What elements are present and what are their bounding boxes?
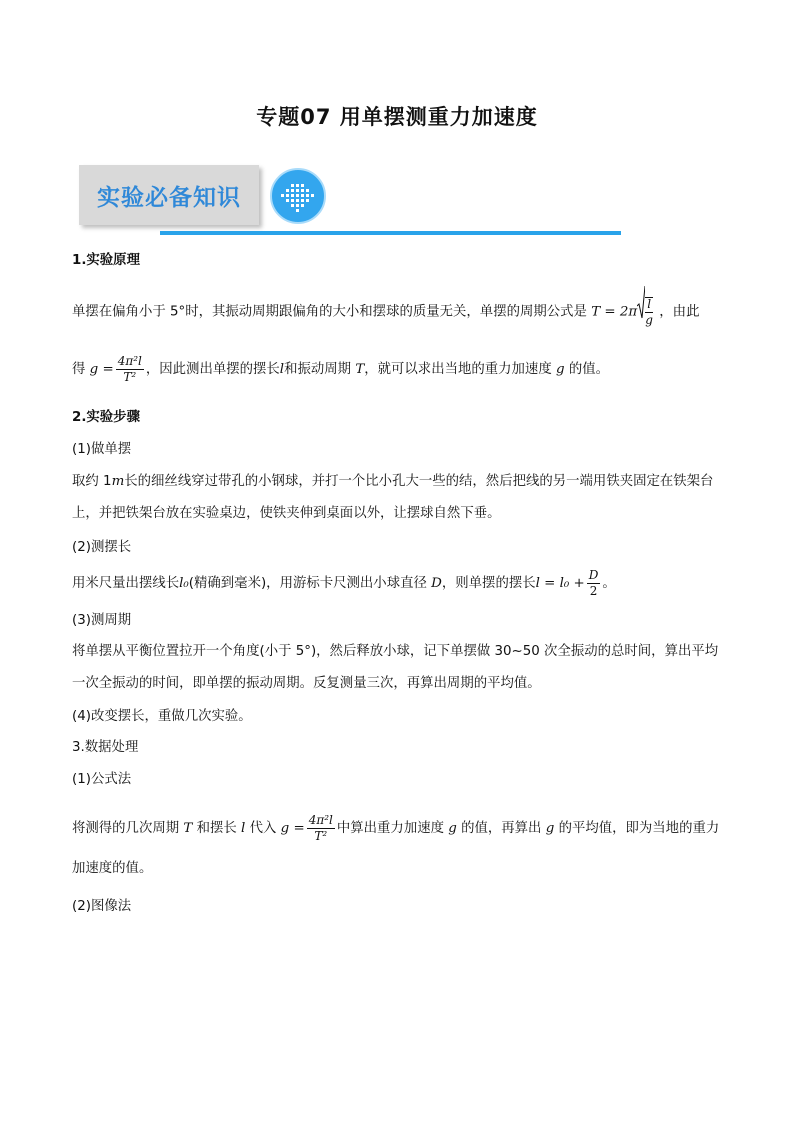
section-heading: 3.数据处理 bbox=[72, 740, 139, 755]
section-heading: 2.实验步骤 bbox=[72, 410, 140, 425]
step-title: (3)测周期 bbox=[72, 613, 132, 628]
paragraph: 得 g = $\frac{\text{4π²l}}{\text{T²}}$ ，因此测出单摆的摆长l和振动周期 T，就可以求出当地的重力加速度 g 的值。 bbox=[72, 353, 609, 384]
sqrt-symbol bbox=[637, 286, 645, 337]
step-title: (1)公式法 bbox=[72, 772, 132, 787]
paragraph: 用米尺量出摆线长l₀(精确到毫米)，用游标卡尺测出小球直径 D，则单摆的摆长l = l₀ + $\frac{D}{2}$ 。 bbox=[72, 567, 616, 598]
grid-dots-icon bbox=[270, 168, 326, 224]
section-banner bbox=[79, 165, 639, 239]
banner-label: 实验必备知识 bbox=[79, 165, 259, 225]
paragraph: 取约 1m长的细丝线穿过带孔的小钢球，并打一个比小孔大一些的结，然后把线的另一端用铁夹固定在铁架台上，并把铁架台放在实验桌边，使铁夹伸到桌面以外，让摆球自然下垂。 bbox=[72, 474, 714, 521]
section-heading: 1.实验原理 bbox=[72, 253, 140, 268]
wrapping-text: 的平均值，即为当地的重力加速度的值。 bbox=[72, 821, 720, 876]
formula-period: T = 2π bbox=[591, 304, 638, 320]
paragraph: 单摆在偏角小于 5°时，其振动周期跟偏角的大小和摆球的质量无关，单摆的周期公式是 T = 2π $\frac{l}{g}$ ，由此 bbox=[72, 286, 722, 337]
step-title: (4)改变摆长，重做几次实验。 bbox=[72, 709, 252, 724]
paragraph: 将单摆从平衡位置拉开一个角度(小于 5°)，然后释放小球，记下单摆做 30~50 次全振动的总时间，算出平均一次全振动的时间，即单摆的振动周期。反复测量三次，再算出周期的平均值。 bbox=[72, 644, 719, 691]
page-title: 专题07 用单摆测重力加速度 bbox=[256, 105, 538, 129]
formula-g: g = bbox=[89, 362, 114, 377]
paragraph: 将测得的几次周期 T 和摆长 l 代入 g = $\frac{\text{4π²l}}{\text{T²}}$ 中算出重力加速度 g 的值，再算出 g 的平均值，即为当地的重力加速度的值。 bbox=[72, 812, 720, 876]
step-title: (1)做单摆 bbox=[72, 442, 132, 457]
banner-underline bbox=[160, 231, 621, 235]
step-title: (2)图像法 bbox=[72, 899, 132, 914]
step-title: (2)测摆长 bbox=[72, 540, 132, 555]
